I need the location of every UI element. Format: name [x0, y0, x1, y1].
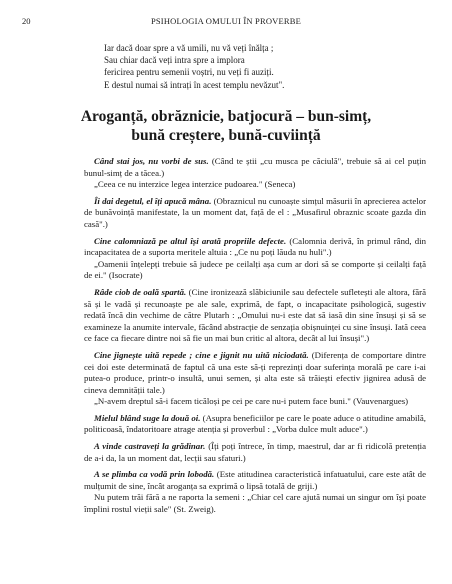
proverb-heading: A se plimba ca vodă prin lobodă. [94, 469, 215, 480]
proverb-heading: Râde ciob de oală spartă. [94, 286, 187, 297]
proverb-entry [84, 156, 426, 191]
proverb-heading: A vinde castraveți la grădinar. [94, 441, 206, 452]
proverb-heading: Cine jignește uită repede ; cine e jignit nu uită niciodată. [94, 349, 309, 360]
proverb-entry [84, 441, 426, 464]
proverb-explanation: (Este atitudinea caracteristică infatuatului, care este atât de mulțumit de sine, încât aroganța sa exprimă o lipsă totală de griji.) [84, 469, 426, 491]
verse-line: E destul numai să intrați în acest templu nevăzut". [104, 79, 285, 90]
verse-line: Sau chiar dacă veți intra spre a implora [104, 55, 245, 66]
proverb-heading: Îi dai degetul, el îți apucă mâna. [94, 195, 212, 206]
section-title-line: bună creștere, bună-cuviință [131, 127, 321, 144]
proverb-entry [84, 236, 426, 282]
proverb-heading: Mielul blând suge la două oi. [94, 412, 201, 423]
proverb-entry [84, 196, 426, 231]
proverb-entry [84, 469, 426, 515]
proverb-heading: Când stai jos, nu vorbi de sus. [94, 156, 209, 166]
proverb-heading: Cine calomniază pe altul își arată propriile defecte. [94, 235, 287, 246]
proverb-quote: „N-avem dreptul să-i facem ticăloși pe cei pe care nu-i putem face buni." (Vauvenargues) [94, 396, 409, 407]
page-header [22, 16, 430, 28]
verse-line: fericirea pentru semenii voștri, nu veți fi auziți. [104, 67, 274, 78]
proverb-explanation: (Calomnia derivă, în primul rând, din incapacitatea de a suporta meritele altuia : „Ce nu poți lăuda nu huli".) [84, 235, 426, 258]
proverb-quote: Nu putem trăi fără a ne raporta la semeni : „Chiar cel care ajută numai un singur om își poate împlini rostul vieții sale" (St. Zweig). [84, 492, 426, 515]
proverb-explanation: (Asupra beneficiilor pe care le poate aduce o atitudine amabilă, politicoasă, îndatoritoare atrage atenția și proverbul : „Vorba dulce mult aduce".) [84, 412, 426, 435]
proverb-entry [84, 413, 426, 436]
verse-line: Iar dacă doar spre a vă umili, nu vă veți înălța ; [104, 43, 274, 53]
proverb-explanation: (Cine ironizează slăbiciunile sau defectele sufletești ale altora, fără să și le vadă și recunoaște pe ale sale, exprimă, de fapt, o incapacitate psihologică, sugestiv redată încă din vechime de către Plutarh : „Omului nu-i este dat să iasă din sine însuși și să se examineze la anumite intervale, făcând abstracție de senzația obișnuinței cu sine însuși. Iată ceea ce face ca fiecare dintre noi să fie un mai bun critic al altora, decât al lui însuși".) [84, 286, 426, 344]
proverb-explanation: (Când te știi „cu musca pe căciulă", trebuie să ai cel puțin bunul-simț de a tăcea.) [84, 156, 427, 178]
proverb-entry [84, 287, 426, 345]
proverb-entry [84, 350, 426, 408]
proverb-explanation: (Diferența de comportare dintre cei doi este determinată de faptul că una este să-ți reprezinți doar suferința morală pe care i-ai putea-o produce, printr-o insultă, unui semen, și alta este să trăiești efectiv jignirea adusă de cineva demnității tale.) [84, 349, 426, 395]
section-title-line: Aroganță, obrăznicie, batjocură – bun-simț, [80, 108, 372, 125]
proverb-quote: „Ceea ce nu interzice legea interzice pudoarea." (Seneca) [94, 179, 296, 190]
verse-block [104, 42, 434, 91]
body-text [84, 156, 426, 521]
proverb-explanation: (Îți poți întrece, în timp, maestrul, dar ar fi ridicolă pretenția de a-i da, la un moment dat, lecții sau sfaturi.) [84, 441, 427, 463]
page-number: 20 [22, 16, 31, 26]
running-title: PSIHOLOGIA OMULUI ÎN PROVERBE [150, 16, 302, 26]
section-title [22, 107, 430, 145]
proverb-explanation: (Obraznicul nu cunoaște simțul măsurii în aprecierea actelor de bunăvoință manifestate, la un moment dat, față de el : „Musafirul obraznic scoate gazda din casă".) [84, 195, 426, 229]
proverb-quote: „Oamenii înțelepți trebuie să judece pe ceilalți așa cum ar dori să se comporte și ceilalți față de ei." (Isocrate) [84, 258, 426, 281]
